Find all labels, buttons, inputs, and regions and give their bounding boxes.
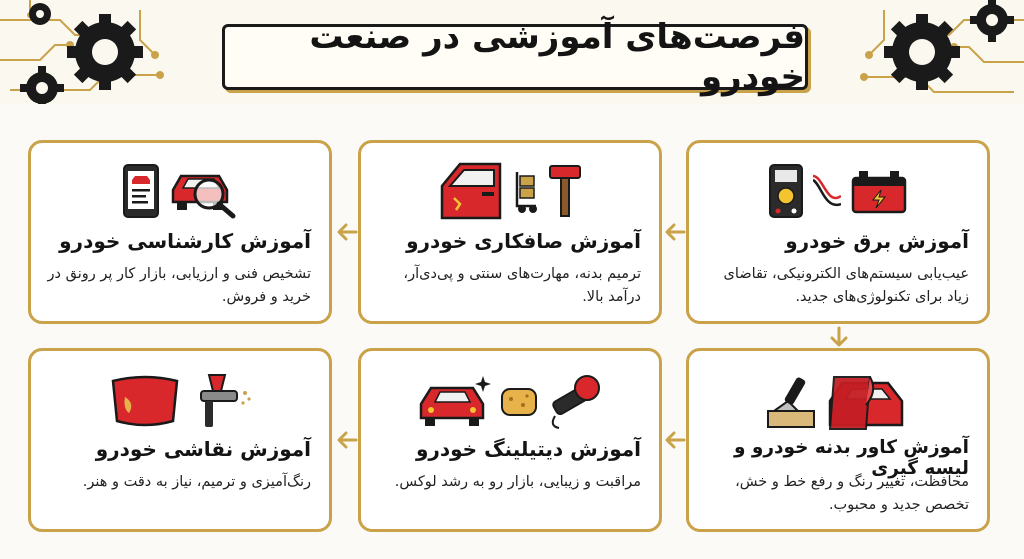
arrow-left-icon	[662, 428, 688, 452]
card-description: رنگ‌آمیزی و ترمیم، نیاز به دقت و هنر.	[82, 474, 311, 490]
arrow-left-icon	[662, 220, 688, 244]
car-battery-icon	[849, 166, 909, 216]
polisher-icon	[547, 372, 603, 430]
hammer-icon	[548, 162, 582, 220]
sponge-icon	[499, 381, 539, 421]
wires-icon	[813, 166, 841, 216]
car-magnifier-icon	[169, 162, 239, 220]
arrow-down-icon	[826, 326, 852, 350]
card-description: محافظت، تغییر رنگ و رفع خط و خش، تخصص جدید و محبوب.	[735, 474, 969, 513]
inspection-tablet-icon	[121, 162, 161, 220]
page-title-box	[222, 17, 808, 97]
card-title: آموزش دیتیلینگ خودرو	[415, 437, 641, 461]
card-body-repair	[358, 140, 662, 324]
arrow-left-icon	[334, 220, 360, 244]
gears-circuit-decoration-right	[844, 0, 1024, 104]
painted-hood-icon	[107, 373, 183, 429]
card-title: آموزش صافکاری خودرو	[406, 229, 641, 253]
spray-gun-icon	[191, 371, 253, 431]
card-title: آموزش برق خودرو	[785, 229, 969, 253]
multimeter-icon	[767, 162, 805, 220]
card-description: عیب‌یابی سیستم‌های الکترونیکی، تقاضای زیاد برای تکنولوژی‌های جدید.	[723, 266, 969, 305]
shiny-car-icon	[417, 372, 491, 430]
card-car-detailing	[358, 348, 662, 532]
card-description: ترمیم بدنه، مهارت‌های سنتی و پی‌دی‌آر، درآمد بالا.	[403, 266, 641, 305]
dolly-icon	[514, 168, 540, 214]
card-car-electrical	[686, 140, 990, 324]
card-title: آموزش کاور بدنه خودرو و لیسه گیری	[733, 437, 969, 479]
card-car-inspection	[28, 140, 332, 324]
arrow-left-icon	[334, 428, 360, 452]
card-car-painting	[28, 348, 332, 532]
car-wrap-icon	[826, 371, 912, 431]
card-description: مراقبت و زیبایی، بازار رو به رشد لوکس.	[394, 474, 641, 490]
card-description: تشخیص فنی و ارزیابی، بازار کار پر رونق در خرید و فروش.	[47, 266, 311, 305]
card-car-wrap	[686, 348, 990, 532]
card-title: آموزش کارشناسی خودرو	[59, 229, 311, 253]
scraper-icon	[764, 371, 818, 431]
header-band	[0, 0, 1024, 104]
page-title: فرصت‌های آموزشی در صنعت خودرو	[309, 17, 805, 97]
gears-circuit-decoration-left	[0, 0, 180, 104]
dented-door-icon	[438, 160, 506, 222]
card-title: آموزش نقاشی خودرو	[95, 437, 311, 461]
